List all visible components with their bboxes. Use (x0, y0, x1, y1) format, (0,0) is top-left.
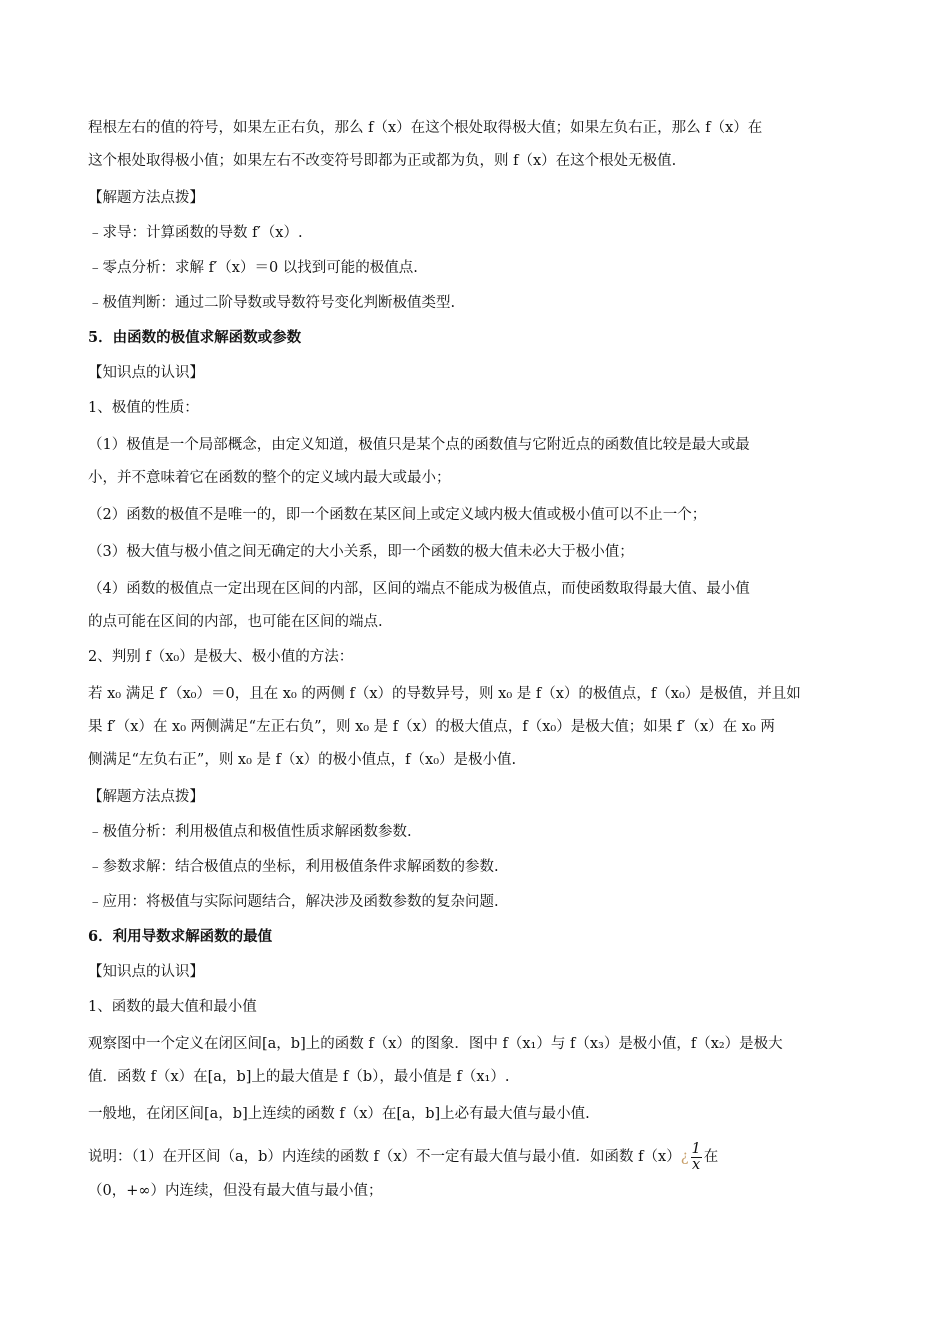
subheading: 1、函数的最大值和最小值 (88, 999, 257, 1015)
list-item: ﹣极值分析：利用极值点和极值性质求解函数参数. (88, 824, 412, 840)
text-line: 小，并不意味着它在函数的整个的定义域内最大或最小； (88, 470, 451, 486)
text-line: 程根左右的值的符号，如果左正右负，那么 f（x）在这个根处取得极大值；如果左负右正，那么 f（x）在 (88, 120, 763, 136)
text-line: 值．函数 f（x）在[a，b]上的最大值是 f（b），最小值是 f（x₁）. (88, 1069, 510, 1085)
section-heading: 【知识点的认识】 (88, 365, 204, 381)
text-line: 侧满足“左负右正”，则 x₀ 是 f（x）的极小值点，f（x₀）是极小值. (88, 752, 517, 768)
topic-heading: 6．利用导数求解函数的最值 (88, 928, 273, 945)
list-item: ﹣参数求解：结合极值点的坐标，利用极值条件求解函数的参数. (88, 859, 499, 875)
list-item: ﹣求导：计算函数的导数 f′（x）. (88, 225, 303, 241)
text-line: （3）极大值与极小值之间无确定的大小关系，即一个函数的极大值未必大于极小值； (88, 544, 634, 560)
text-fragment: 说明：（1）在开区间（a，b）内连续的函数 f（x）不一定有最大值与最小值．如函数 f（x） (88, 1149, 681, 1165)
fraction-numerator: 1 (691, 1141, 701, 1157)
text-line: （2）函数的极值不是唯一的，即一个函数在某区间上或定义域内极大值或极小值可以不止一个； (88, 507, 707, 523)
section-heading: 【解题方法点拨】 (88, 789, 204, 805)
text-line-with-fraction (88, 1142, 866, 1172)
text-line: 这个根处取得极小值；如果左右不改变符号即都为正或都为负，则 f（x）在这个根处无极值. (88, 153, 677, 169)
garbled-char: ¿ (680, 1149, 689, 1165)
text-line: （0，+∞）内连续，但没有最大值与最小值； (88, 1183, 383, 1199)
list-item: ﹣极值判断：通过二阶导数或导数符号变化判断极值类型. (88, 295, 456, 311)
fraction-1-over-x (691, 1142, 702, 1172)
text-fragment: 在 (703, 1149, 719, 1165)
text-line: （1）极值是一个局部概念，由定义知道，极值只是某个点的函数值与它附近点的函数值比较是最大或最 (88, 437, 750, 453)
subheading: 2、判别 f（x₀）是极大、极小值的方法： (88, 649, 354, 665)
text-line: 的点可能在区间的内部，也可能在区间的端点. (88, 614, 383, 630)
document-page (88, 118, 866, 1201)
list-item: ﹣应用：将极值与实际问题结合，解决涉及函数参数的复杂问题. (88, 894, 499, 910)
section-heading: 【解题方法点拨】 (88, 190, 204, 206)
list-item: ﹣零点分析：求解 f′（x）＝0 以找到可能的极值点. (88, 260, 418, 276)
text-line: （4）函数的极值点一定出现在区间的内部，区间的端点不能成为极值点，而使函数取得最大值、最小值 (88, 581, 750, 597)
subheading: 1、极值的性质： (88, 400, 199, 416)
section-heading: 【知识点的认识】 (88, 964, 204, 980)
text-line: 观察图中一个定义在闭区间[a，b]上的函数 f（x）的图象．图中 f（x₁）与 f（x₃）是极小值，f（x₂）是极大 (88, 1036, 783, 1052)
topic-heading: 5．由函数的极值求解函数或参数 (88, 329, 302, 346)
text-line: 果 f′（x）在 x₀ 两侧满足“左正右负”，则 x₀ 是 f（x）的极大值点，f（x₀）是极大值；如果 f′（x）在 x₀ 两 (88, 719, 775, 735)
fraction-denominator: x (692, 1156, 701, 1173)
text-line: 若 x₀ 满足 f′（x₀）＝0，且在 x₀ 的两侧 f（x）的导数异号，则 x₀ 是 f（x）的极值点，f（x₀）是极值，并且如 (88, 686, 801, 702)
text-line: 一般地，在闭区间[a，b]上连续的函数 f（x）在[a，b]上必有最大值与最小值. (88, 1106, 590, 1122)
